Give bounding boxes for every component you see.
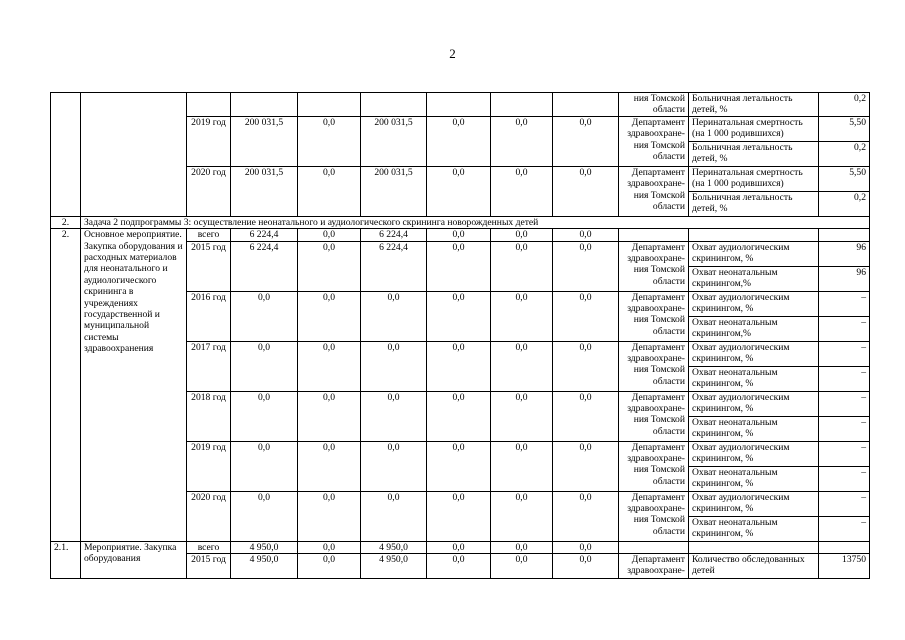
amount-cell: 0,0 <box>361 291 427 341</box>
amount-cell: 0,0 <box>231 391 298 441</box>
amount-cell: 4 950,0 <box>231 554 298 579</box>
indicator-value: 0,2 <box>819 191 870 216</box>
amount-cell: 0,0 <box>491 554 553 579</box>
number-cell <box>51 93 81 217</box>
indicator-value: – <box>819 366 870 391</box>
amount-cell: 0,0 <box>361 441 427 491</box>
amount-cell: 6 224,4 <box>231 241 298 291</box>
indicator-value: 96 <box>819 241 870 266</box>
indicator-cell: Охват аудиологическим скринингом, % <box>689 391 819 416</box>
indicator-value: – <box>819 291 870 316</box>
amount-cell: 6 224,4 <box>231 229 298 241</box>
amount-cell: 0,0 <box>491 166 553 216</box>
indicator-cell: Охват неонатальным скринингом,% <box>689 316 819 341</box>
empty-cell <box>689 541 819 553</box>
dept-cell: Департамент здравоохране-ния Томской области <box>619 491 689 541</box>
amount-cell: 0,0 <box>427 241 491 291</box>
amount-cell: 0,0 <box>491 341 553 391</box>
year-cell: 2018 год <box>187 391 231 441</box>
indicator-cell: Охват аудиологическим скринингом, % <box>689 241 819 266</box>
indicator-cell: Охват неонатальным скринингом, % <box>689 366 819 391</box>
amount-cell: 0,0 <box>553 441 619 491</box>
amount-cell: 0,0 <box>491 441 553 491</box>
year-cell: 2019 год <box>187 441 231 491</box>
empty-cell <box>553 93 619 117</box>
dept-cell: Департамент здравоохране-ния Томской области <box>619 291 689 341</box>
dept-cell: Департамент здравоохране-ния Томской области <box>619 441 689 491</box>
amount-cell: 0,0 <box>491 229 553 241</box>
amount-cell: 0,0 <box>553 541 619 553</box>
total-label: всего <box>187 541 231 553</box>
indicator-cell: Охват аудиологическим скринингом, % <box>689 291 819 316</box>
program-table <box>50 92 870 579</box>
amount-cell: 0,0 <box>553 554 619 579</box>
empty-cell <box>491 93 553 117</box>
amount-cell: 0,0 <box>553 391 619 441</box>
year-cell: 2020 год <box>187 491 231 541</box>
amount-cell: 200 031,5 <box>231 166 298 216</box>
amount-cell: 0,0 <box>427 441 491 491</box>
dept-cell: Департамент здравоохране-ния Томской области <box>619 241 689 291</box>
amount-cell: 0,0 <box>491 241 553 291</box>
indicator-cell: Количество обследованных детей <box>689 554 819 579</box>
indicator-cell: Перинатальная смертность (на 1 000 родившихся) <box>689 116 819 141</box>
indicator-cell: Охват аудиологическим скринингом, % <box>689 341 819 366</box>
amount-cell: 0,0 <box>427 166 491 216</box>
empty-cell <box>619 541 689 553</box>
empty-cell <box>819 229 870 241</box>
amount-cell: 0,0 <box>553 229 619 241</box>
amount-cell: 0,0 <box>298 391 361 441</box>
amount-cell: 0,0 <box>298 116 361 166</box>
amount-cell: 0,0 <box>427 341 491 391</box>
amount-cell: 6 224,4 <box>361 241 427 291</box>
amount-cell: 0,0 <box>298 166 361 216</box>
indicator-value: – <box>819 416 870 441</box>
measure-number: 2. <box>51 229 81 541</box>
empty-cell <box>427 93 491 117</box>
measure-name: Основное мероприятие. Закупка оборудования и расходных материалов для неонатального и аудиологического скрининга в учреждениях государственной и муниципальной системы здравоохранения <box>81 229 187 541</box>
amount-cell: 0,0 <box>553 341 619 391</box>
amount-cell: 6 224,4 <box>361 229 427 241</box>
indicator-value: – <box>819 341 870 366</box>
amount-cell: 4 950,0 <box>361 541 427 553</box>
dept-cell: Департамент здравоохране-ния Томской области <box>619 391 689 441</box>
indicator-value: – <box>819 391 870 416</box>
empty-cell <box>361 93 427 117</box>
indicator-value: 0,2 <box>819 141 870 166</box>
year-cell: 2015 год <box>187 241 231 291</box>
task-title: Задача 2 подпрограммы 3: осуществление неонатального и аудиологического скрининга новорожденных детей <box>81 216 870 228</box>
amount-cell: 0,0 <box>491 541 553 553</box>
table-row <box>51 541 870 553</box>
amount-cell: 0,0 <box>491 391 553 441</box>
empty-cell <box>298 93 361 117</box>
table-row <box>51 93 870 117</box>
amount-cell: 0,0 <box>298 541 361 553</box>
page-number: 2 <box>449 46 456 61</box>
indicator-value: – <box>819 441 870 466</box>
year-cell: 2020 год <box>187 166 231 216</box>
indicator-cell: Охват аудиологическим скринингом, % <box>689 491 819 516</box>
amount-cell: 200 031,5 <box>361 116 427 166</box>
indicator-cell: Охват неонатальным скринингом, % <box>689 516 819 541</box>
dept-cell: Департамент здравоохране- <box>619 554 689 579</box>
amount-cell: 0,0 <box>298 291 361 341</box>
indicator-cell: Охват неонатальным скринингом, % <box>689 416 819 441</box>
amount-cell: 0,0 <box>553 291 619 341</box>
amount-cell: 0,0 <box>231 441 298 491</box>
amount-cell: 0,0 <box>298 441 361 491</box>
task-number: 2. <box>51 216 81 228</box>
amount-cell: 0,0 <box>491 291 553 341</box>
year-cell: 2016 год <box>187 291 231 341</box>
indicator-value: – <box>819 316 870 341</box>
amount-cell: 0,0 <box>491 116 553 166</box>
year-cell: 2019 год <box>187 116 231 166</box>
amount-cell: 0,0 <box>427 229 491 241</box>
dept-cell: Департамент здравоохране-ния Томской области <box>619 116 689 166</box>
amount-cell: 0,0 <box>427 491 491 541</box>
amount-cell: 0,0 <box>553 166 619 216</box>
amount-cell: 0,0 <box>361 341 427 391</box>
amount-cell: 0,0 <box>298 554 361 579</box>
indicator-value: – <box>819 491 870 516</box>
table-row <box>51 229 870 241</box>
indicator-cell: Больничная летальность детей, % <box>689 191 819 216</box>
year-cell: 2017 год <box>187 341 231 391</box>
amount-cell: 0,0 <box>298 491 361 541</box>
amount-cell: 0,0 <box>553 241 619 291</box>
empty-cell <box>819 541 870 553</box>
indicator-cell: Охват аудиологическим скринингом, % <box>689 441 819 466</box>
empty-cell <box>689 229 819 241</box>
amount-cell: 0,0 <box>427 554 491 579</box>
indicator-cell: Охват неонатальным скринингом, % <box>689 466 819 491</box>
indicator-cell: Больничная летальность детей, % <box>689 93 819 117</box>
amount-cell: 0,0 <box>427 541 491 553</box>
amount-cell: 0,0 <box>427 116 491 166</box>
dept-cell: Департамент здравоохране-ния Томской области <box>619 341 689 391</box>
indicator-cell: Больничная летальность детей, % <box>689 141 819 166</box>
amount-cell: 0,0 <box>298 341 361 391</box>
measure-number: 2.1. <box>51 541 81 578</box>
amount-cell: 0,0 <box>553 491 619 541</box>
empty-cell <box>231 93 298 117</box>
indicator-value: 13750 <box>819 554 870 579</box>
indicator-value: – <box>819 516 870 541</box>
indicator-value: 5,50 <box>819 166 870 191</box>
amount-cell: 0,0 <box>361 391 427 441</box>
empty-cell <box>187 93 231 117</box>
measure-name: Мероприятие. Закупка оборудования <box>81 541 187 578</box>
dept-cell: Департамент здравоохране-ния Томской области <box>619 166 689 216</box>
amount-cell: 0,0 <box>298 241 361 291</box>
empty-cell <box>619 229 689 241</box>
amount-cell: 0,0 <box>231 291 298 341</box>
amount-cell: 0,0 <box>427 391 491 441</box>
amount-cell: 0,0 <box>231 491 298 541</box>
amount-cell: 4 950,0 <box>361 554 427 579</box>
indicator-value: 0,2 <box>819 93 870 117</box>
amount-cell: 0,0 <box>427 291 491 341</box>
indicator-value: 96 <box>819 266 870 291</box>
amount-cell: 0,0 <box>553 116 619 166</box>
measure-cell <box>81 93 187 217</box>
amount-cell: 0,0 <box>298 229 361 241</box>
amount-cell: 0,0 <box>231 341 298 391</box>
indicator-value: – <box>819 466 870 491</box>
total-label: всего <box>187 229 231 241</box>
table-row <box>51 216 870 228</box>
amount-cell: 0,0 <box>361 491 427 541</box>
amount-cell: 200 031,5 <box>361 166 427 216</box>
indicator-cell: Перинатальная смертность (на 1 000 родившихся) <box>689 166 819 191</box>
amount-cell: 200 031,5 <box>231 116 298 166</box>
dept-cell: ния Томской области <box>619 93 689 117</box>
amount-cell: 4 950,0 <box>231 541 298 553</box>
indicator-cell: Охват неонатальным скринингом,% <box>689 266 819 291</box>
year-cell: 2015 год <box>187 554 231 579</box>
indicator-value: 5,50 <box>819 116 870 141</box>
amount-cell: 0,0 <box>491 491 553 541</box>
